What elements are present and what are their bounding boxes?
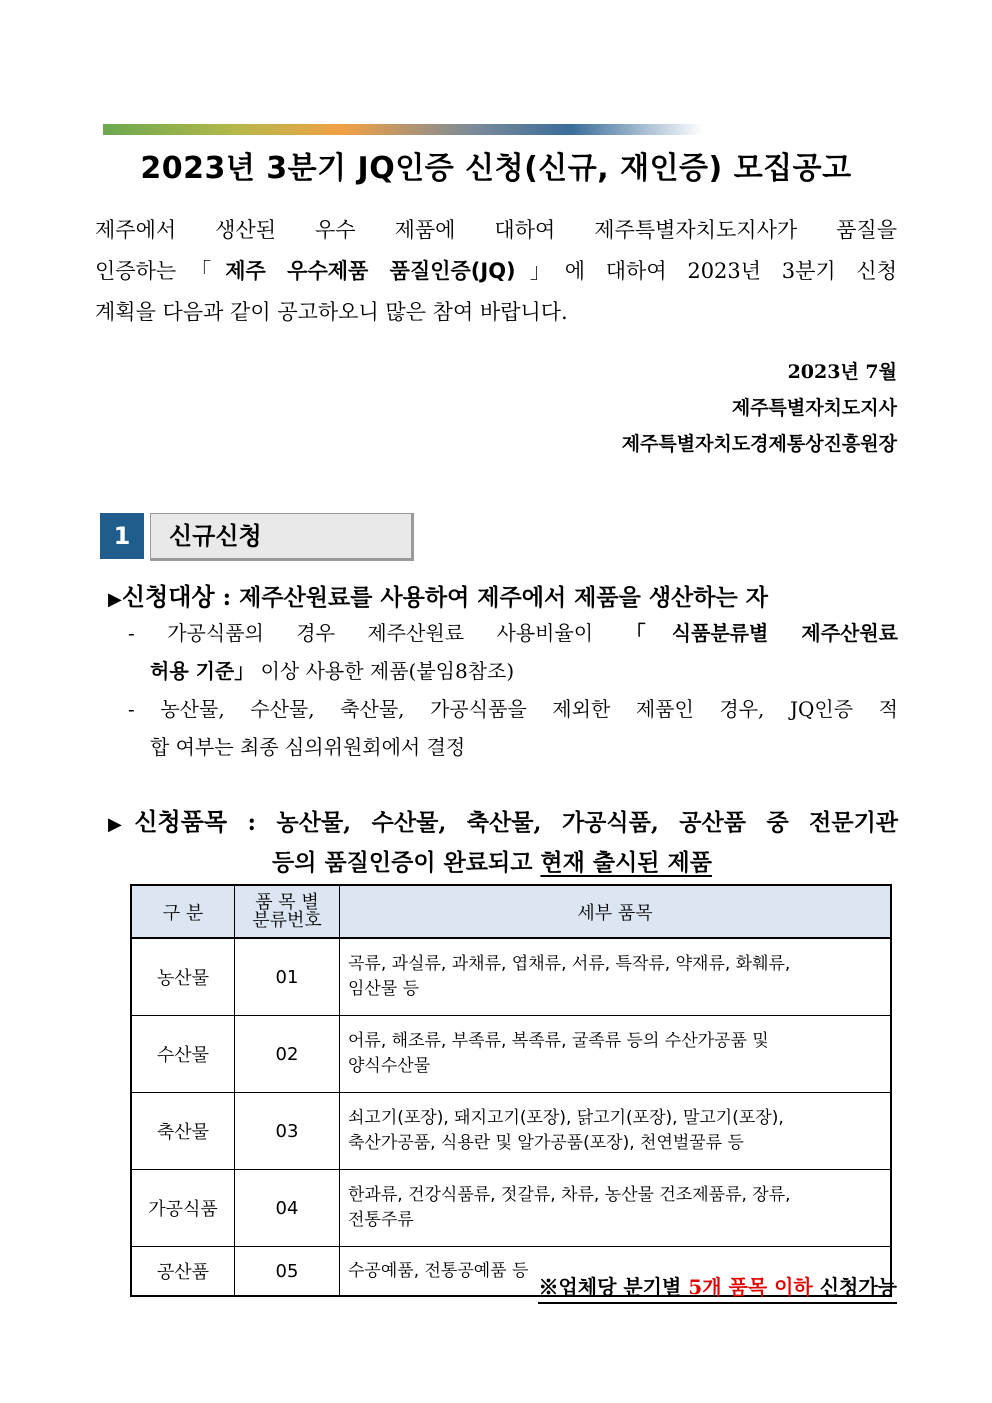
row-code: 02	[235, 1016, 340, 1093]
row-category: 농산물	[131, 938, 235, 1016]
signature-date: 2023년 7월	[787, 361, 897, 383]
intro-line-2	[95, 251, 897, 292]
note-red: 5개 품목 이하	[688, 1275, 813, 1299]
target-heading	[108, 577, 898, 612]
intro-line-2-post: 」에 대하여 2023년 3분기 신청	[515, 259, 897, 283]
table-row	[131, 1170, 891, 1247]
row-detail-line-2: 축산가공품, 식용란 및 알가공품(포장), 천연벌꿀류 등	[348, 1133, 744, 1153]
triangle-marker-icon-2: ▶	[108, 814, 135, 835]
intro-line-2-bold: 제주 우수제품 품질인증(JQ)	[225, 259, 516, 283]
limit-note	[538, 1271, 897, 1304]
table-row	[131, 1016, 891, 1093]
intro-line-1: 제주에서 생산된 우수 제품에 대하여 제주특별자치도지사가 품질을	[95, 218, 897, 242]
header-category: 구 분	[131, 885, 235, 938]
signature-org-1: 제주특별자치도지사	[731, 397, 897, 419]
row-detail	[340, 1093, 892, 1170]
bullet-1-pre: - 가공식품의 경우 제주산원료 사용비율이	[128, 621, 626, 645]
triangle-marker-icon: ▶	[108, 589, 122, 610]
header-code-line-2: 분류번호	[252, 909, 322, 931]
row-code: 04	[235, 1170, 340, 1247]
row-code: 03	[235, 1093, 340, 1170]
signature-org-2: 제주특별자치도경제통상진흥원장	[621, 433, 897, 455]
bullet-1-post: 이상 사용한 제품(붙임8참조)	[254, 659, 515, 683]
header-code-line-1: 품 목 별	[255, 891, 319, 913]
row-detail-line-2: 전통주류	[348, 1210, 414, 1230]
intro-line-2-pre: 인증하는「	[95, 259, 226, 283]
target-text: : 제주산원료를 사용하여 제주에서 제품을 생산하는 자	[214, 584, 768, 611]
intro-line-3: 계획을 다음과 같이 공고하오니 많은 참여 바랍니다.	[95, 300, 568, 324]
note-post: 신청가능	[812, 1275, 897, 1299]
target-label: 신청대상	[121, 583, 215, 611]
row-detail-line-1: 한과류, 건강식품류, 젓갈류, 차류, 농산물 건조제품류, 장류,	[348, 1185, 791, 1205]
row-detail-line-2: 임산물 등	[348, 979, 420, 999]
row-category: 축산물	[131, 1093, 235, 1170]
header-detail: 세부 품목	[340, 885, 892, 938]
bullet-2-line-1: - 농산물, 수산물, 축산물, 가공식품을 제외한 제품인 경우, JQ인증 적	[128, 697, 898, 721]
note-pre: ※업체당 분기별	[538, 1275, 689, 1299]
items-line-2-pre: 등의 품질인증이 완료되고	[272, 849, 541, 876]
row-detail-line-2: 양식수산물	[348, 1056, 431, 1076]
bullet-2-line-2: 합 여부는 최종 심의위원회에서 결정	[150, 735, 466, 759]
target-bullets	[128, 614, 898, 766]
items-heading	[108, 803, 898, 882]
items-line-1: : 농산물, 수산물, 축산물, 가공식품, 공산품 중 전문기관	[227, 809, 899, 836]
row-category: 수산물	[131, 1016, 235, 1093]
row-detail	[340, 938, 892, 1016]
row-detail-line-1: 수공예품, 전통공예품 등	[348, 1260, 529, 1281]
table-row	[131, 938, 891, 1016]
row-detail	[340, 1170, 892, 1247]
row-category: 공산품	[131, 1247, 235, 1297]
intro-paragraph	[95, 210, 897, 333]
page-title: 2023년 3분기 JQ인증 신청(신규, 재인증) 모집공고	[140, 151, 852, 186]
row-detail-line-1: 어류, 해조류, 부족류, 복족류, 굴족류 등의 수산가공품 및	[348, 1031, 769, 1051]
row-detail	[340, 1016, 892, 1093]
bullet-1-line-2	[128, 652, 898, 690]
table-header-row	[131, 885, 891, 938]
header-code	[235, 885, 340, 938]
row-code: 01	[235, 938, 340, 1016]
section-number: 1	[100, 513, 144, 559]
title-decoration-bar	[103, 124, 703, 135]
items-label: 신청품목	[134, 808, 228, 836]
bullet-1-bold: 「식품분류별 제주산원료	[625, 621, 898, 645]
bullet-1-line-1	[128, 614, 898, 652]
table-row	[131, 1093, 891, 1170]
row-detail-line-1: 쇠고기(포장), 돼지고기(포장), 닭고기(포장), 말고기(포장),	[348, 1108, 784, 1128]
items-table	[130, 884, 892, 1297]
row-detail-line-1: 곡류, 과실류, 과채류, 엽채류, 서류, 특작류, 약재류, 화훼류,	[348, 954, 791, 974]
items-line-2-underline: 현재 출시된 제품	[540, 849, 712, 876]
row-category: 가공식품	[131, 1170, 235, 1247]
row-code: 05	[235, 1247, 340, 1297]
section-title: 신규신청	[150, 513, 414, 561]
bullet-1-bold-2: 허용 기준」	[150, 659, 255, 683]
